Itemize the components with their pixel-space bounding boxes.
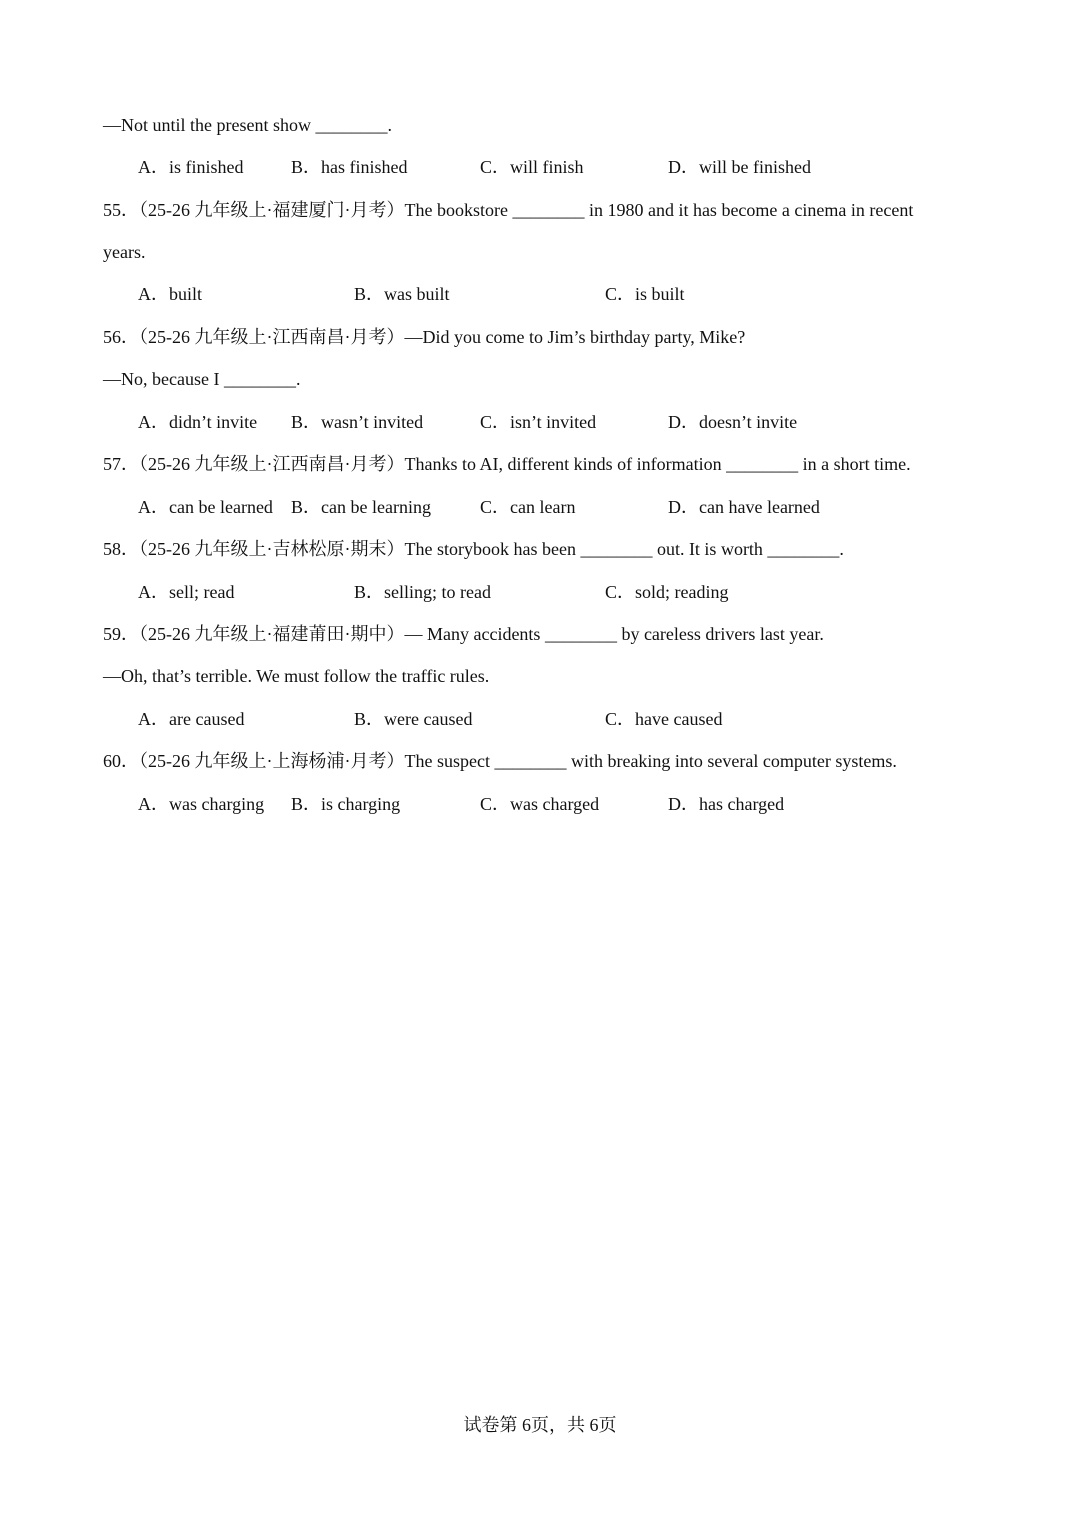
question-line: 59．（25-26 九年级上·福建莆田·期中）— Many accidents ________ by careless drivers last year.: [103, 624, 824, 644]
question-line: —Not until the present show ________.: [103, 115, 392, 135]
option-a: A．built: [138, 284, 203, 304]
page-footer: 试卷第 6页，共 6页: [463, 1415, 617, 1435]
option-row: [0, 707, 980, 731]
option-a: A．is finished: [138, 157, 244, 177]
option-b: B．can be learning: [291, 497, 431, 517]
question-line: 56．（25-26 九年级上·江西南昌·月考）—Did you come to Jim’s birthday party, Mike?: [103, 327, 746, 347]
option-a: A．can be learned: [138, 497, 273, 517]
option-row: [0, 495, 980, 519]
option-c: C．is built: [605, 284, 685, 304]
option-b: B．selling; to read: [354, 582, 491, 602]
question-line: 55．（25-26 九年级上·福建厦门·月考）The bookstore ________ in 1980 and it has become a cinema in recent: [103, 200, 914, 220]
option-a: A．was charging: [138, 794, 265, 814]
option-c: C．will finish: [480, 157, 584, 177]
option-c: C．sold; reading: [605, 582, 729, 602]
option-d: D．has charged: [668, 794, 785, 814]
option-c: C．isn’t invited: [480, 412, 597, 432]
option-d: D．will be finished: [668, 157, 811, 177]
option-c: C．can learn: [480, 497, 576, 517]
option-a: A．didn’t invite: [138, 412, 258, 432]
option-row: [0, 410, 980, 434]
option-b: B．were caused: [354, 709, 473, 729]
question-line: 57．（25-26 九年级上·江西南昌·月考）Thanks to AI, different kinds of information ________ in a short time.: [103, 454, 911, 474]
option-b: B．was built: [354, 284, 450, 304]
option-c: C．was charged: [480, 794, 600, 814]
option-row: [0, 580, 980, 604]
option-b: B．is charging: [291, 794, 401, 814]
option-row: [0, 792, 980, 816]
question-line: 60．（25-26 九年级上·上海杨浦·月考）The suspect ________ with breaking into several computer systems.: [103, 751, 897, 771]
option-b: B．wasn’t invited: [291, 412, 424, 432]
option-c: C．have caused: [605, 709, 723, 729]
option-b: B．has finished: [291, 157, 408, 177]
question-line: —No, because I ________.: [103, 369, 301, 389]
option-d: D．can have learned: [668, 497, 820, 517]
option-a: A．are caused: [138, 709, 245, 729]
question-line: —Oh, that’s terrible. We must follow the traffic rules.: [103, 666, 490, 686]
option-a: A．sell; read: [138, 582, 235, 602]
question-line: 58．（25-26 九年级上·吉林松原·期末）The storybook has been ________ out. It is worth ________.: [103, 539, 844, 559]
option-d: D．doesn’t invite: [668, 412, 798, 432]
option-row: [0, 155, 980, 179]
question-line: years.: [103, 242, 146, 262]
option-row: [0, 282, 980, 306]
